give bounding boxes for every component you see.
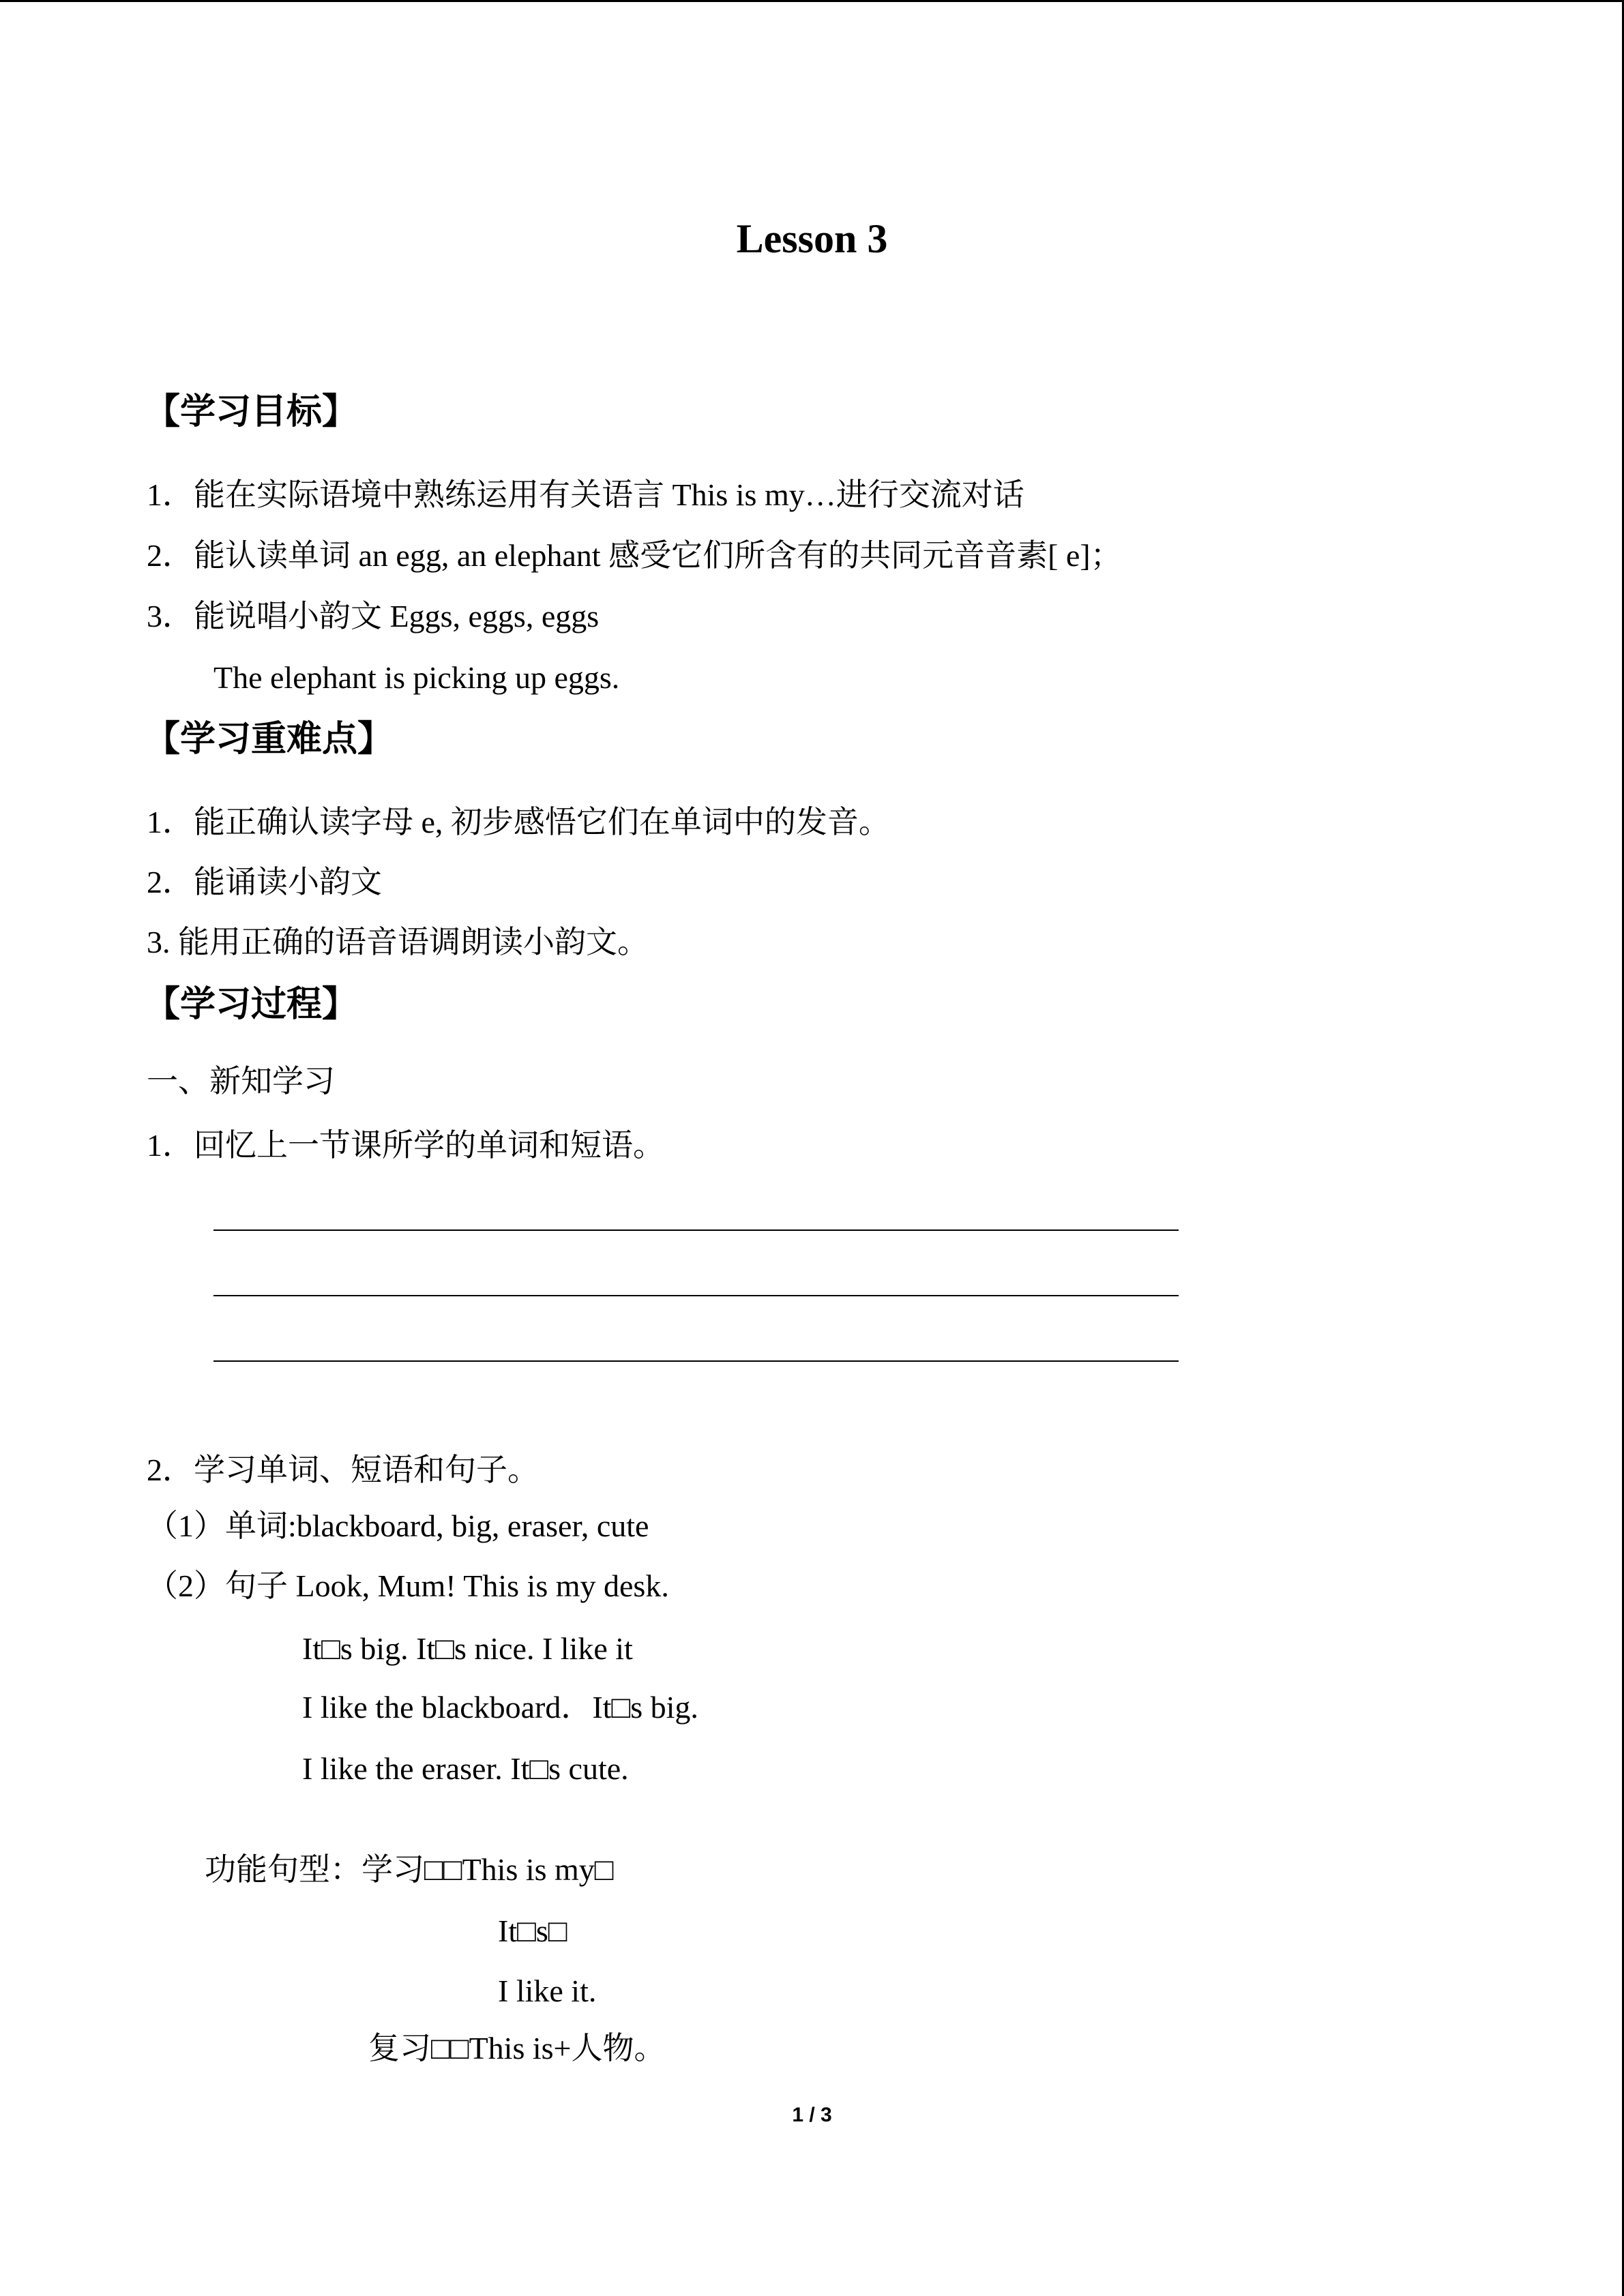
pattern-line: It□s□ bbox=[498, 1913, 567, 1948]
sentence-line: It□s big. It□s nice. I like it bbox=[302, 1631, 633, 1666]
page-number: 1 / 3 bbox=[792, 2104, 832, 2126]
objective-item: 2．能认读单词 an egg, an elephant 感受它们所含有的共同元音音素[ e]； bbox=[147, 538, 1122, 573]
answer-line[interactable] bbox=[213, 1360, 1179, 1362]
step-2: 2．学习单词、短语和句子。 bbox=[147, 1452, 539, 1487]
step-1: 1．回忆上一节课所学的单词和短语。 bbox=[147, 1128, 664, 1163]
objective-continuation: The elephant is picking up eggs. bbox=[213, 660, 620, 695]
objective-item: 3．能说唱小韵文 Eggs, eggs, eggs bbox=[147, 599, 600, 633]
page-title: Lesson 3 bbox=[736, 216, 888, 261]
answer-line[interactable] bbox=[213, 1229, 1179, 1231]
sub-item-words: （1）单词:blackboard, big, eraser, cute bbox=[147, 1508, 649, 1543]
section-heading-key-points: 【学习重难点】 bbox=[145, 719, 394, 760]
pattern-label: 功能句型：学习□□This is my□ bbox=[205, 1852, 614, 1887]
page-top-border bbox=[0, 0, 1624, 2]
part-label: 一、新知学习 bbox=[147, 1064, 335, 1099]
objective-item: 1．能在实际语境中熟练运用有关语言 This is my…进行交流对话 bbox=[147, 477, 1024, 512]
section-heading-process: 【学习过程】 bbox=[145, 984, 358, 1025]
key-point-item: 1．能正确认读字母 e, 初步感悟它们在单词中的发音。 bbox=[147, 805, 890, 839]
key-point-item: 3. 能用正确的语音语调朗读小韵文。 bbox=[147, 925, 649, 959]
review-line: 复习□□This is+人物。 bbox=[368, 2031, 666, 2066]
sub-item-sentences: （2）句子 Look, Mum! This is my desk. bbox=[147, 1568, 669, 1603]
key-point-item: 2．能诵读小韵文 bbox=[147, 865, 382, 899]
sentence-line: I like the eraser. It□s cute. bbox=[302, 1751, 629, 1786]
answer-line[interactable] bbox=[213, 1295, 1179, 1296]
sentence-line: I like the blackboard．It□s big. bbox=[302, 1690, 698, 1725]
section-heading-objectives: 【学习目标】 bbox=[145, 391, 358, 432]
pattern-line: I like it. bbox=[498, 1973, 597, 2008]
